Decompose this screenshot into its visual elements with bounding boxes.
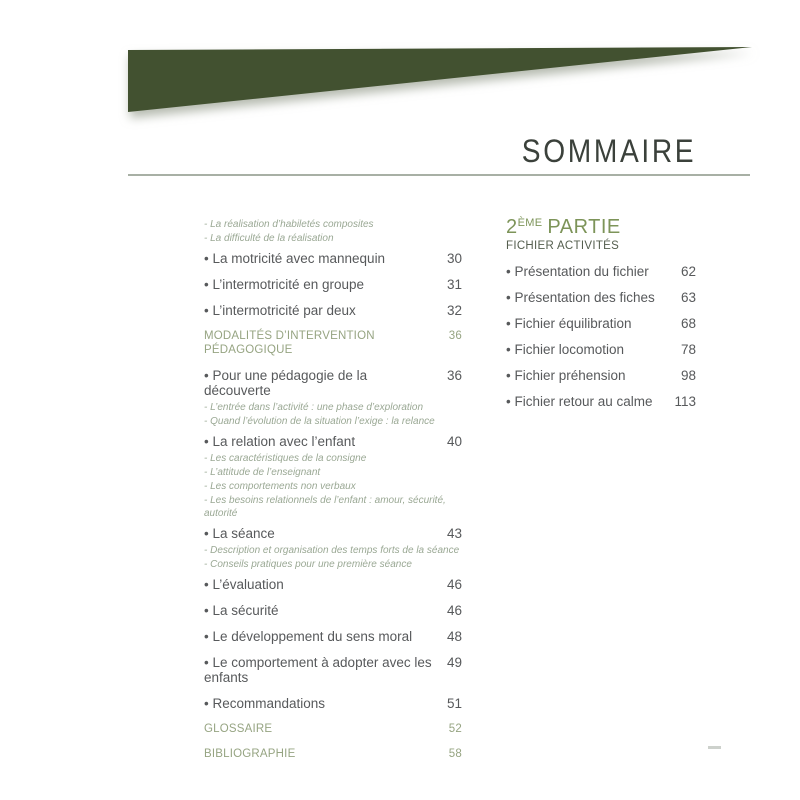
toc-label: BIBLIOGRAPHIE [204, 748, 296, 760]
page-number: 78 [680, 342, 696, 357]
page-number: 63 [680, 290, 696, 305]
toc-item-entry [204, 655, 462, 685]
toc-label: • Pour une pédagogie de la découverte [204, 368, 368, 398]
toc-subentry: - Les comportements non verbaux [204, 481, 356, 492]
page-number: 98 [680, 368, 696, 383]
page-number: 46 [446, 577, 462, 592]
toc-item-entry [506, 290, 696, 305]
part-ordinal-superscript: ÈME [517, 217, 543, 229]
page-number: 40 [446, 434, 462, 449]
toc-subentry: - L’attitude de l’enseignant [204, 467, 321, 478]
page-number: 113 [674, 394, 696, 409]
banner-wedge [0, 0, 800, 150]
toc-right-items [506, 264, 696, 409]
part-number: 2 [506, 216, 518, 238]
toc-item-entry [204, 303, 462, 318]
toc-label: • Fichier préhension [506, 368, 626, 383]
toc-subentry: - La réalisation d’habiletés composites [204, 219, 374, 230]
toc-subentry: - Les besoins relationnels de l’enfant : amour, sécurité, autorité [204, 495, 446, 519]
page-number: 30 [446, 251, 462, 266]
toc-item-entry [204, 251, 462, 266]
page-number: 49 [446, 655, 462, 670]
toc-item-entry [204, 277, 462, 292]
toc-label: • La séance [204, 526, 275, 541]
toc-label: • Présentation des fiches [506, 290, 655, 305]
toc-label: • Le développement du sens moral [204, 629, 413, 644]
toc-subentry: - Quand l’évolution de la situation l’exige : la relance [204, 416, 435, 427]
banner-wedge-shape [0, 0, 800, 150]
toc-column-left [204, 218, 462, 761]
page-title: SOMMAIRE [521, 133, 696, 169]
toc-subentry: - Les caractéristiques de la consigne [204, 453, 367, 464]
page-number: 68 [680, 316, 696, 331]
toc-label: • Fichier retour au calme [506, 394, 653, 409]
toc-label: • La sécurité [204, 603, 279, 618]
toc-section-entry [204, 747, 462, 761]
toc-item-entry [204, 629, 462, 644]
toc-label: • Fichier équilibration [506, 316, 632, 331]
toc-item-entry [204, 526, 462, 541]
part-2-subheading: FICHIER ACTIVITÉS [506, 240, 620, 252]
toc-label: • La relation avec l’enfant [204, 434, 356, 449]
toc-label: GLOSSAIRE [204, 723, 273, 735]
toc-item-entry [506, 342, 696, 357]
page-number: 52 [448, 723, 462, 735]
toc-item-entry [204, 603, 462, 618]
toc-subentry: - Description et organisation des temps forts de la séance [204, 545, 460, 556]
toc-label: • L’évaluation [204, 577, 284, 592]
page-number: 36 [448, 330, 462, 342]
toc-label: • La motricité avec mannequin [204, 251, 386, 266]
toc-item-entry [204, 696, 462, 711]
toc-label: • Fichier locomotion [506, 342, 625, 357]
toc-item-entry [506, 264, 696, 279]
part-2-heading [506, 212, 696, 239]
toc-subentry: - La difficulté de la réalisation [204, 233, 334, 244]
toc-section-entry [204, 722, 462, 736]
toc-item-entry [204, 368, 462, 398]
page-number: 36 [446, 368, 462, 383]
page-number: 32 [446, 303, 462, 318]
toc-label: • L’intermotricité en groupe [204, 277, 365, 292]
toc-subentry: - L’entrée dans l’activité : une phase d’exploration [204, 402, 424, 413]
page-number: 43 [446, 526, 462, 541]
page-number: 58 [448, 748, 462, 760]
toc-subentry: - Conseils pratiques pour une première séance [204, 559, 412, 570]
page-number: 46 [446, 603, 462, 618]
toc-label: MODALITÉS D’INTERVENTION PÉDAGOGIQUE [204, 330, 375, 356]
footer-page-mark [708, 746, 721, 749]
page-number: 62 [680, 264, 696, 279]
toc-item-entry [204, 577, 462, 592]
toc-item-entry [506, 394, 696, 409]
page-number: 48 [446, 629, 462, 644]
toc-item-entry [506, 316, 696, 331]
toc-label: • Recommandations [204, 696, 326, 711]
toc-item-entry [506, 368, 696, 383]
page-number: 31 [446, 277, 462, 292]
toc-label: • L’intermotricité par deux [204, 303, 356, 318]
toc-column-right [506, 212, 696, 409]
toc-section-entry [204, 329, 462, 357]
part-word: PARTIE [547, 216, 621, 238]
page-number: 51 [446, 696, 462, 711]
toc-item-entry [204, 434, 462, 449]
toc-label: • Présentation du fichier [506, 264, 649, 279]
toc-label: • Le comportement à adopter avec les enfants [204, 655, 432, 685]
title-rule [128, 174, 750, 176]
